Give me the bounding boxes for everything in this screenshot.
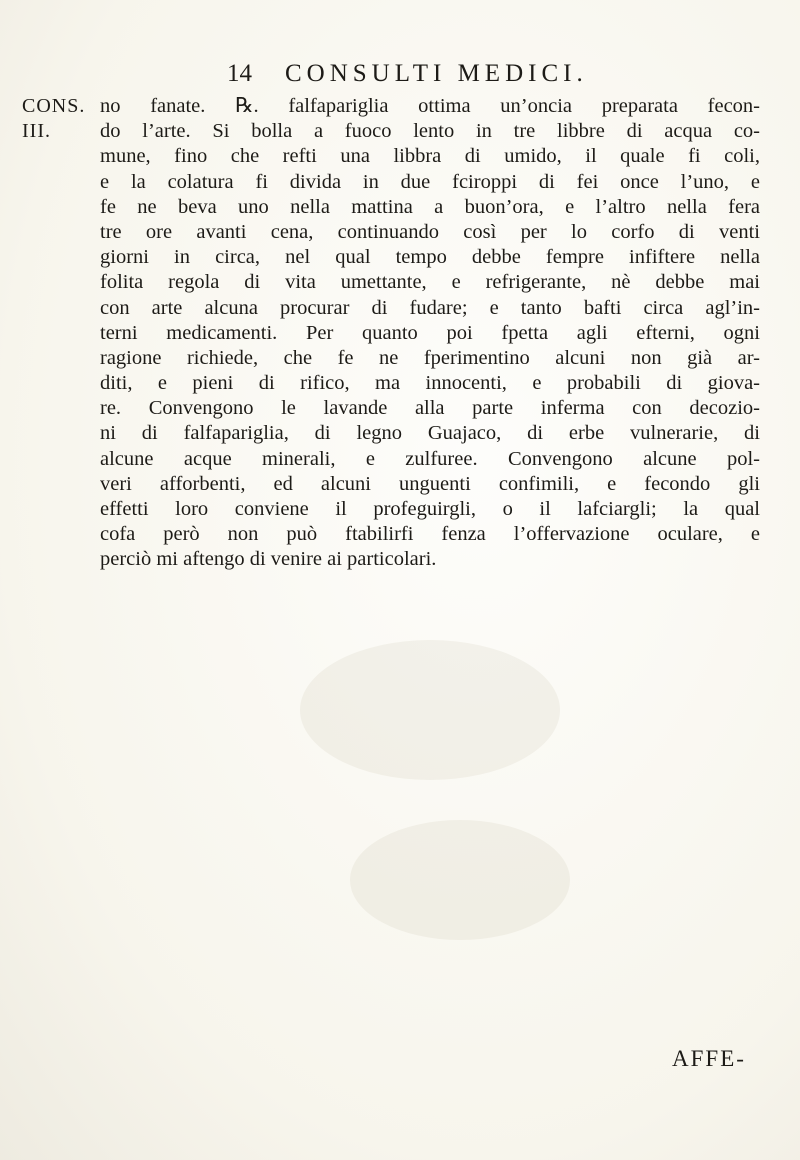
catchword: AFFE- — [672, 1046, 746, 1071]
body-text — [100, 94, 760, 573]
text-line: ragione richiede, che fe ne fperimentino alcuni non già ar- — [100, 346, 760, 369]
text-line: ni di falfapariglia, di legno Guajaco, di erbe vulnerarie, di — [100, 422, 760, 445]
text-line: giorni in circa, nel qual tempo debbe fempre infiftere nella — [100, 246, 760, 269]
text-line: diti, e pieni di rifico, ma innocenti, e probabili di giova- — [100, 372, 760, 395]
page-number: 14 — [227, 60, 252, 87]
text-line: tre ore avanti cena, continuando così per lo corfo di venti — [100, 220, 760, 243]
running-head: CONSULTI MEDICI. — [285, 60, 588, 87]
text-line: cofa però non può ftabilirfi fenza l’offervazione oculare, e — [100, 523, 760, 546]
text-line: no fanate. ℞. falfapariglia ottima un’oncia preparata fecon- — [100, 95, 760, 117]
text-line: con arte alcuna procurar di fudare; e tanto bafti circa agl’in- — [100, 296, 760, 319]
text-line: mune, fino che refti una libbra di umido, il quale fi coli, — [100, 145, 760, 168]
text-line: veri afforbenti, ed alcuni unguenti confimili, e fecondo gli — [100, 472, 760, 495]
text-line: alcune acque minerali, e zulfuree. Convengono alcune pol- — [100, 447, 760, 470]
text-line: re. Convengono le lavande alla parte inferma con decozio- — [100, 397, 760, 420]
text-line: do l’arte. Si bolla a fuoco lento in tre libbre di acqua co- — [100, 120, 760, 143]
text-line: e la colatura fi divida in due fciroppi di fei once l’uno, e — [100, 170, 760, 193]
text-line: perciò mi aftengo di venire ai particolari. — [100, 548, 437, 571]
text-line: fe ne beva uno nella mattina a buon’ora, e l’altro nella fera — [100, 195, 760, 218]
text-line: folita regola di vita umettante, e refrigerante, nè debbe mai — [100, 271, 760, 294]
paper-stain — [300, 640, 560, 780]
margin-note: CONS. III. — [22, 95, 86, 142]
text-line: effetti loro conviene il profeguirgli, o il lafciargli; la qual — [100, 498, 760, 520]
paper-stain — [350, 820, 570, 940]
text-line: terni medicamenti. Per quanto poi fpetta agli efterni, ogni — [100, 321, 760, 344]
